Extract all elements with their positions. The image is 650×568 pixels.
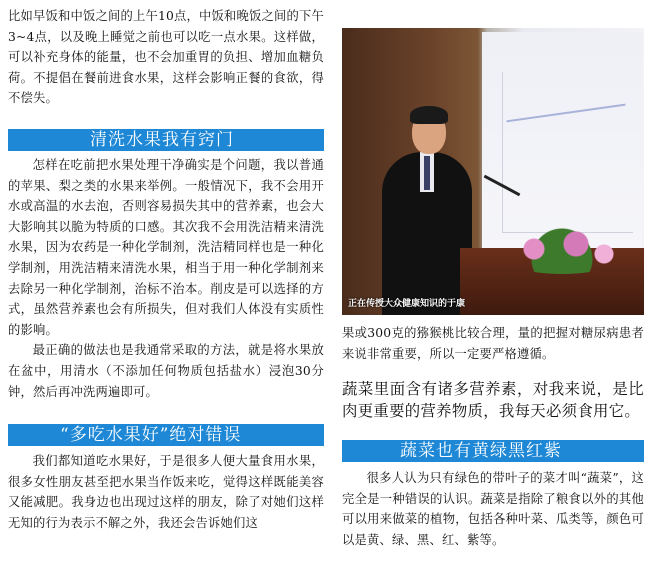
- flower-arrangement: [492, 224, 632, 274]
- section-heading: “多吃水果好”绝对错误: [8, 424, 324, 446]
- paragraph: 比如早饭和中饭之间的上午10点，中饭和晚饭之间的下午3~4点，以及晚上睡觉之前也可以吃一点水果。这样做，可以补充身体的能量，也不会加重胃的负担、增加血糖负荷。不提倡在餐前进食水果，这样会影响正餐的食欲，得不偿失。: [8, 9, 324, 106]
- paragraph: 我们都知道吃水果好，于是很多人便大量食用水果，很多女性朋友甚至把水果当作饭来吃，觉得这样既能美容又能减肥。我身边也出现过这样的朋友，除了对她们这样无知的行为表示不解之外，我还会告诉她们这: [8, 454, 324, 530]
- section-heading: 清洗水果我有窍门: [8, 129, 324, 151]
- speaker-photo: [342, 28, 644, 315]
- right-column: [342, 0, 644, 551]
- paragraph: 果或300克的猕猴桃比较合理，量的把握对糖尿病患者来说非常重要，所以一定要严格遵循。: [342, 326, 644, 361]
- left-column: [8, 0, 324, 533]
- photo-caption: 正在传授大众健康知识的于康: [348, 299, 466, 309]
- paragraph: 很多人认为只有绿色的带叶子的菜才叫“蔬菜”，这完全是一种错误的认识。蔬菜是指除了粮食以外的其他可以用来做菜的植物，包括各种叶菜、瓜类等，颜色可以是黄、绿、黑、红、紫等。: [342, 471, 644, 547]
- paragraph: 怎样在吃前把水果处理干净确实是个问题，我以普通的苹果、梨之类的水果来举例。一般情况下，我不会用开水或高温的水去泡，否则容易损失其中的营养素，也会大大影响其以脆为特质的口感。其次我不会用洗洁精来清洗水果，因为农药是一种化学制剂，洗洁精同样也是一种化学制剂，用洗洁精来清洗水果，相当于用一种化学制剂来去除另一种化学制剂，治标不治本。削皮是可以选择的方式，虽然营养素也会有所损失，但对我们人体没有实质性的影响。: [8, 157, 324, 337]
- pull-quote: 蔬菜里面含有诸多营养素，对我来说，是比肉更重要的营养物质，我每天必须食用它。: [342, 380, 644, 421]
- section-heading: 蔬菜也有黄绿黑红紫: [342, 440, 644, 462]
- paragraph: 最正确的做法也是我通常采取的方法，就是将水果放在盆中，用清水（不添加任何物质包括盐水）浸泡30分钟，然后再冲洗两遍即可。: [8, 343, 324, 399]
